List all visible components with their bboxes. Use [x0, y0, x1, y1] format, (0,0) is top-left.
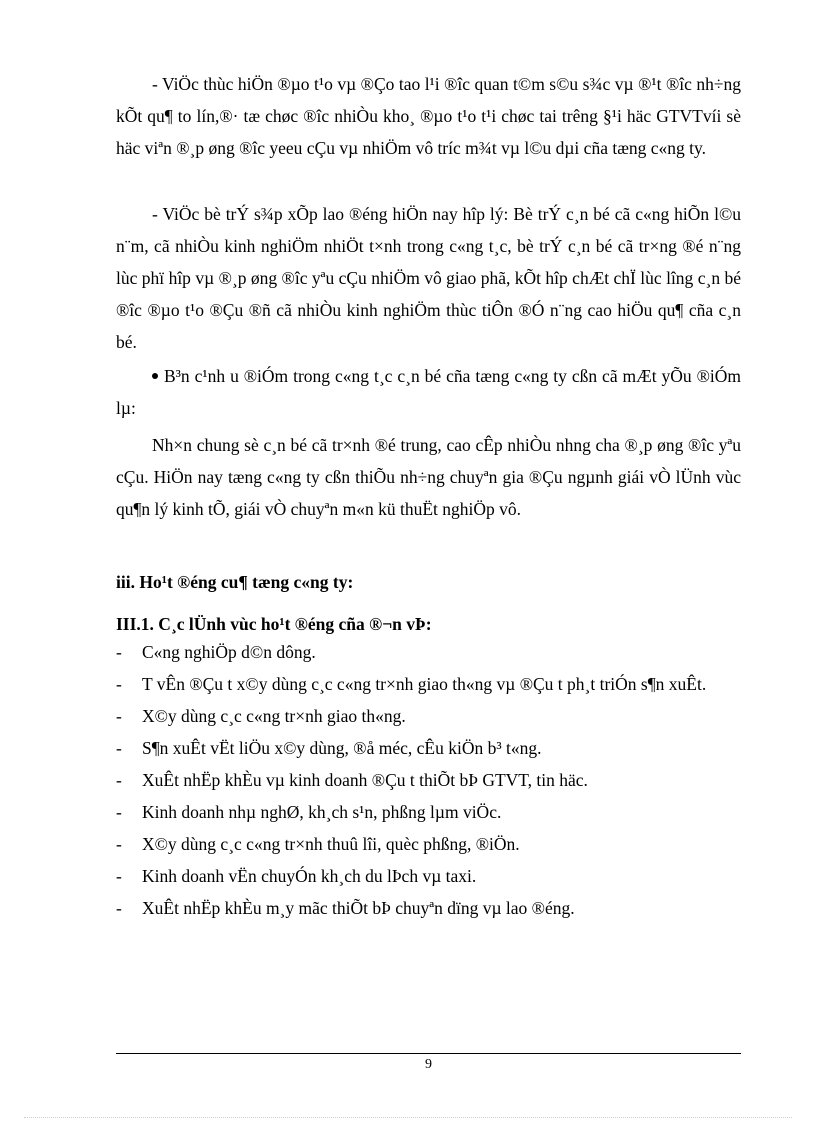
business-areas-list [116, 636, 741, 924]
paragraph-training: - ViÖc thùc hiÖn ®µo t¹o vµ ®Ço tao l¹i ®îc quan t©m s©u s¾c vµ ®¹t ®îc nh÷ng kÕt qu¶ to lín,®· tæ chøc ®îc nhiÒu kho¸ ®µo t¹o t¹i chøc tai trêng §¹i häc GTVTvíi sè häc viªn ®¸p øng ®îc yeeu cÇu vµ nhiÖm vô tríc m¾t vµ l©u dµi cña tæng c«ng ty. [116, 74, 741, 158]
list-dash: - [116, 674, 122, 694]
footer-divider [116, 1053, 741, 1054]
list-item-text: XuÊt nhËp khÈu m¸y mãc thiÕt bÞ chuyªn dïng vµ lao ®éng. [142, 898, 575, 918]
page-number: 9 [425, 1057, 432, 1072]
list-dash: - [116, 642, 122, 662]
page-edge-dotted-line [24, 1117, 792, 1118]
list-dash: - [116, 834, 122, 854]
list-item-text: X©y dùng c¸c c«ng tr×nh thuû lîi, quèc phßng, ®iÖn. [142, 834, 520, 854]
list-item [116, 796, 741, 828]
list-item-text: Kinh doanh vËn chuyÓn kh¸ch du lÞch vµ taxi. [142, 866, 477, 886]
list-dash: - [116, 802, 122, 822]
list-item [116, 828, 741, 860]
list-item-text: X©y dùng c¸c c«ng tr×nh giao th«ng. [142, 706, 406, 726]
bullet-icon [152, 373, 158, 379]
list-dash: - [116, 738, 122, 758]
list-dash: - [116, 898, 122, 918]
list-item [116, 668, 741, 700]
list-item [116, 892, 741, 924]
subsection-heading: III.1. C¸c lÜnh vùc ho¹t ®éng cña ®¬n vÞ: [116, 614, 432, 634]
paragraph-general-assessment: Nh×n chung sè c¸n bé cã tr×nh ®é trung, cao cÊp nhiÒu nhng cha ®¸p øng ®îc yªu cÇu. HiÖn nay tæng c«ng ty cßn thiÕu nh÷ng chuyªn gia ®Çu ngµnh giái vÒ lÜnh vùc qu¶n lý kinh tÕ, giái vÒ chuyªn m«n kü thuËt nghiÖp vô. [116, 435, 741, 519]
list-item [116, 764, 741, 796]
list-dash: - [116, 866, 122, 886]
list-dash: - [116, 706, 122, 726]
list-item-text: S¶n xuÊt vËt liÖu x©y dùng, ®å méc, cÊu kiÖn b³ t«ng. [142, 738, 542, 758]
list-item-text: T vÊn ®Çu t x©y dùng c¸c c«ng tr×nh giao th«ng vµ ®Çu t ph¸t triÓn s¶n xuÊt. [142, 674, 707, 694]
section-heading: iii. Ho¹t ®éng cu¶ tæng c«ng ty: [116, 572, 354, 592]
list-item [116, 860, 741, 892]
paragraph-weakness-intro-text: B³n c¹nh u ®iÓm trong c«ng t¸c c¸n bé cña tæng c«ng ty cßn cã mÆt yÕu ®iÓm lµ: [116, 366, 741, 418]
list-dash: - [116, 770, 122, 790]
list-item-text: XuÊt nhËp khÈu vµ kinh doanh ®Çu t thiÕt bÞ GTVT, tin häc. [142, 770, 588, 790]
paragraph-weakness-intro [116, 360, 741, 424]
list-item-text: C«ng nghiÖp d©n dông. [142, 642, 316, 662]
list-item-text: Kinh doanh nhµ nghØ, kh¸ch s¹n, phßng lµm viÖc. [142, 802, 502, 822]
list-item [116, 636, 741, 668]
paragraph-staffing: - ViÖc bè trÝ s¾p xÕp lao ®éng hiÖn nay hîp lý: Bè trÝ c¸n bé cã c«ng hiÕn l©u n¨m, cã nhiÒu kinh nghiÖm nhiÖt t×nh trong c«ng t¸c, bè trÝ c¸n bé cã tr×ng ®é n¨ng lùc phï hîp vµ ®¸p øng ®îc yªu cÇu nhiÖm vô giao phã, kÕt hîp chÆt chÏ lùc lîng c¸n bé ®îc ®µo t¹o ®Çu ®ñ cã nhiÒu kinh nghiÖm thùc tiÔn ®Ó n¨ng cao hiÖu qu¶ cña c¸n bé. [116, 204, 741, 352]
list-item [116, 700, 741, 732]
list-item [116, 732, 741, 764]
